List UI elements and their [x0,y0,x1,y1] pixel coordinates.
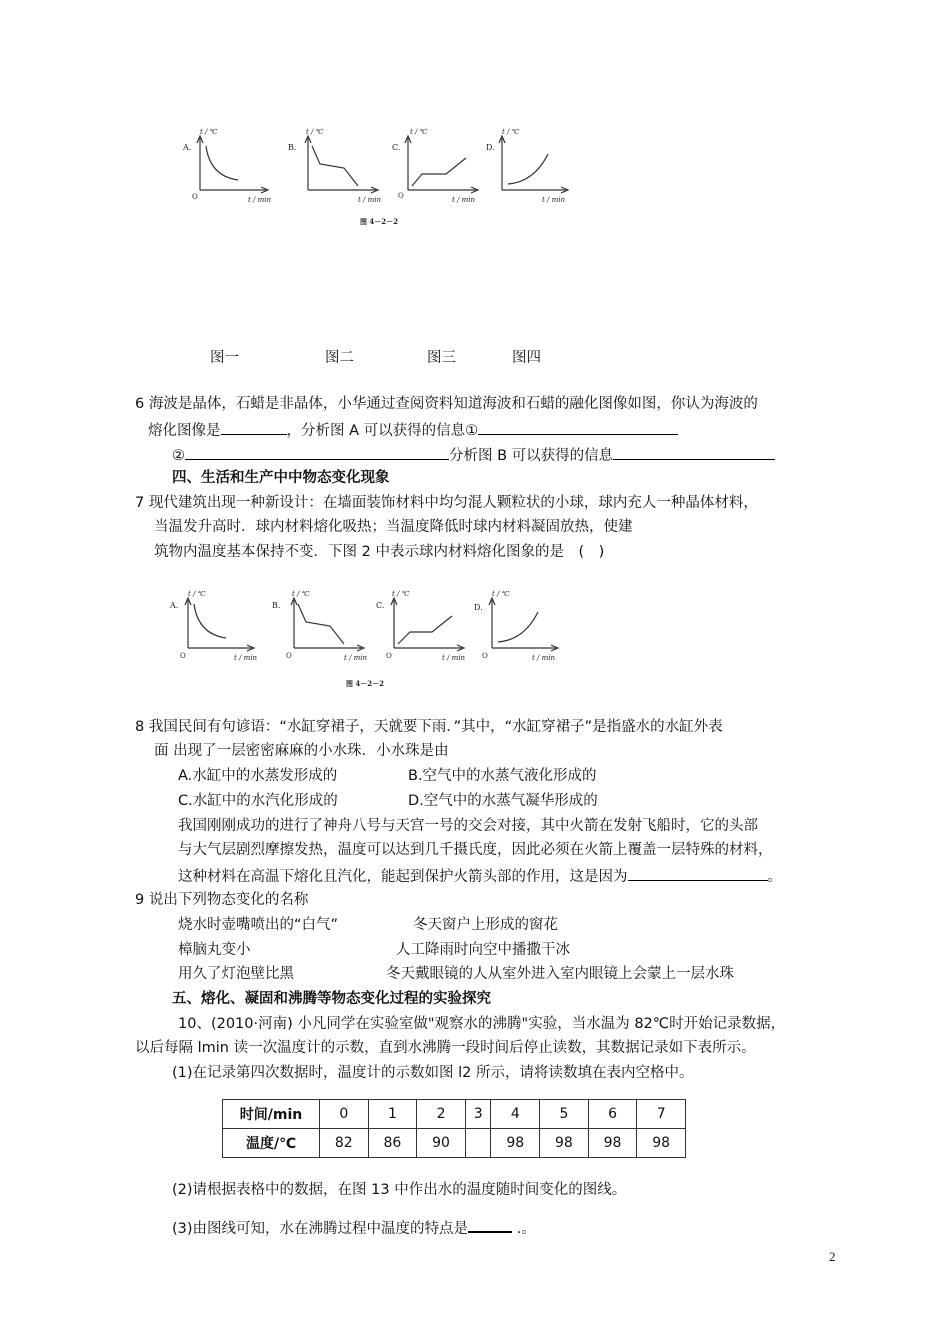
table-cell: 4 [491,1100,540,1129]
graph2-b-xlabel: t / min [344,654,368,662]
table-header-time: 时间/min [223,1100,320,1129]
graph2-b [272,590,367,662]
table-cell: 98 [637,1129,686,1158]
graph-d-ylabel: t / ℃ [502,128,520,136]
q8-option-a[interactable]: A.水缸中的水蒸发形成的 [178,768,338,784]
graph-a-origin: O [192,193,198,201]
graph2-d-xlabel: t / min [532,654,556,662]
graph2-d-curve [498,612,538,642]
figure-2 [166,586,566,696]
graph2-c-letter: C. [376,601,385,610]
table-cell: 98 [588,1129,637,1158]
q6-line-3a: ② [172,448,185,464]
table-cell-blank[interactable] [465,1129,491,1158]
q6-line-3 [172,444,775,466]
q9-item-1a: 烧水时壶嘴喷出的“白气” [178,917,339,933]
graph-a [182,128,271,204]
q6-line-2a: 熔化图像是 [148,423,221,439]
table-cell: 86 [368,1129,417,1158]
q9-item-2b: 人工降雨时向空中播撒干冰 [396,942,570,958]
q10-sub-2: (2)请根据表格中的数据，在图 13 中作出水的温度随时间变化的图线。 [172,1182,627,1198]
graph-a-curve [206,146,238,180]
table-cell: 82 [320,1129,369,1158]
graph-b-ylabel: t / ℃ [306,128,324,136]
figure-label-2: 图二 [325,350,354,366]
graph-d-xlabel: t / min [542,196,566,204]
figure-1-graphs [178,124,578,234]
graph-d-letter: D. [486,143,495,152]
graph2-b-letter: B. [272,601,281,610]
q9-item-2a: 樟脑丸变小 [178,942,251,958]
section-4-heading: 四、生活和生产中中物态变化现象 [172,470,390,486]
q7-line-2: 当温发升高时．球内材料熔化吸热；当温度降低时球内材料凝固放热，使建 [154,519,633,535]
q7-line-1: 7 现代建筑出现一种新设计：在墙面装饰材料中均匀混人颗粒状的小球，球内充人一种晶体材料， [135,495,758,511]
q6-line-3b: 分析图 B 可以获得的信息 [449,448,614,464]
graph2-c [376,590,465,662]
graph-a-xlabel: t / min [248,196,272,204]
graph-c-ylabel: t / ℃ [410,128,428,136]
graph2-a-letter: A. [170,601,179,610]
table-cell: 98 [540,1129,589,1158]
q10-sub-1: (1)在记录第四次数据时，温度计的示数如图 l2 所示，请将读数填在表内空格中。 [172,1065,694,1081]
q9-item-3a: 用久了灯泡壁比黑 [178,966,294,982]
q10-sub-3a: (3)由图线可知，水在沸腾过程中温度的特点是 [172,1221,469,1237]
table-cell: 90 [417,1129,466,1158]
figure-label-4: 图四 [512,350,541,366]
graph2-c-curve [398,616,452,644]
q8-blank[interactable] [628,865,768,881]
graph2-a-curve [194,604,226,638]
figure-1-caption: 图 4－2－2 [360,217,399,226]
graph-a-letter: A. [183,143,192,152]
q9-item-3b: 冬天戴眼镜的人从室外进入室内眼镜上会蒙上一层水珠 [386,966,734,982]
graph-b-xlabel: t / min [358,196,382,204]
graph-c-letter: C. [392,143,401,152]
q8-extra-3-end: 。 [767,869,782,885]
table-cell: 6 [588,1100,637,1129]
graph2-a-xlabel: t / min [234,654,258,662]
figure-1 [178,124,578,234]
table-row-temp [223,1129,686,1158]
graph-c-curve [412,158,466,186]
q8-line-1: 8 我国民间有句谚语：“水缸穿裙子，天就要下雨．”其中，“水缸穿裙子”是指盛水的水缸外表 [135,719,723,735]
q10-sub-3 [172,1216,536,1239]
page-number: 2 [829,1249,836,1264]
q6-blank-2[interactable] [478,419,678,435]
q9-item-1b: 冬天窗户上形成的窗花 [413,917,558,933]
graph2-b-origin: O [286,652,292,660]
table-cell: 2 [417,1100,466,1129]
graph-a-ylabel: t / ℃ [200,128,218,136]
q6-blank-1[interactable] [221,419,287,435]
q8-extra-1: 我国刚刚成功的进行了神舟八号与天宫一号的交会对接，其中火箭在发射飞船时，它的头部 [178,818,758,834]
graph2-b-curve [298,604,344,644]
graph-d-curve [508,154,548,184]
q10-blank[interactable] [468,1216,512,1233]
q8-option-b[interactable]: B.空气中的水蒸气液化形成的 [408,768,597,784]
graph2-a-origin: O [180,652,186,660]
graph2-a [169,590,257,662]
graph-b [288,128,381,204]
graph2-a-ylabel: t / ℃ [188,590,206,598]
graph-b-letter: B. [288,143,297,152]
graph2-b-ylabel: t / ℃ [292,590,310,598]
table-cell: 7 [637,1100,686,1129]
graph-b-curve [312,146,358,186]
q8-extra-2: 与大气层剧烈摩擦发热，温度可以达到几千摄氏度，因此必须在火箭上覆盖一层特殊的材料， [178,842,773,858]
graph2-d [474,590,558,662]
q10-sub-3b: .。 [512,1221,536,1237]
graph2-d-ylabel: t / ℃ [492,590,510,598]
figure-label-1: 图一 [210,350,239,366]
figure-2-caption: 图 4－2－2 [346,679,385,688]
table-cell: 98 [491,1129,540,1158]
q6-blank-3[interactable] [185,444,449,460]
q8-line-2: 面 出现了一层密密麻麻的小水珠．小水珠是由 [154,743,449,759]
q8-option-c[interactable]: C.水缸中的水汽化形成的 [178,793,338,809]
q8-option-d[interactable]: D.空气中的水蒸气凝华形成的 [408,793,598,809]
table-cell: 1 [368,1100,417,1129]
graph2-d-origin: O [482,652,488,660]
figure-2-graphs [166,586,566,696]
section-5-heading: 五、熔化、凝固和沸腾等物态变化过程的实验探究 [172,991,491,1007]
graph2-c-xlabel: t / min [442,654,466,662]
q6-line-2 [148,419,678,441]
table-cell: 0 [320,1100,369,1129]
q7-line-3: 筑物内温度基本保持不变．下图 2 中表示球内材料熔化图象的是 ( ) [154,544,605,560]
table-header-temp: 温度/℃ [223,1129,320,1158]
graph-c [392,128,478,204]
graph2-c-ylabel: t / ℃ [392,590,410,598]
table-row-time [223,1100,686,1129]
graph-c-origin: O [398,192,404,200]
graph2-c-origin: O [386,652,392,660]
graph-d [486,128,568,204]
graph-c-xlabel: t / min [452,196,476,204]
graph2-d-letter: D. [474,603,483,612]
q10-line-2: 以后每隔 lmin 读一次温度计的示数，直到水沸腾一段时间后停止读数，其数据记录如下表所示。 [135,1040,756,1056]
figure-label-3: 图三 [427,350,456,366]
q9-title: 9 说出下列物态变化的名称 [135,892,309,908]
q8-extra-3-text: 这种材料在高温下熔化且汽化，能起到保护火箭头部的作用，这是因为 [178,869,628,885]
table-cell: 5 [540,1100,589,1129]
q8-extra-3 [178,865,782,887]
data-table [222,1099,686,1158]
q6-blank-4[interactable] [613,444,775,460]
q6-line-1: 6 海波是晶体，石蜡是非晶体，小华通过查阅资料知道海波和石蜡的融化图像如图，你认为海波的 [135,396,758,412]
table-cell: 3 [465,1100,491,1129]
q6-line-2b: ，分析图 A 可以获得的信息① [286,423,479,439]
q10-line-1: 10、(2010·河南) 小凡同学在实验室做"观察水的沸腾"实验，当水温为 82℃时开始记录数据， [178,1016,786,1032]
